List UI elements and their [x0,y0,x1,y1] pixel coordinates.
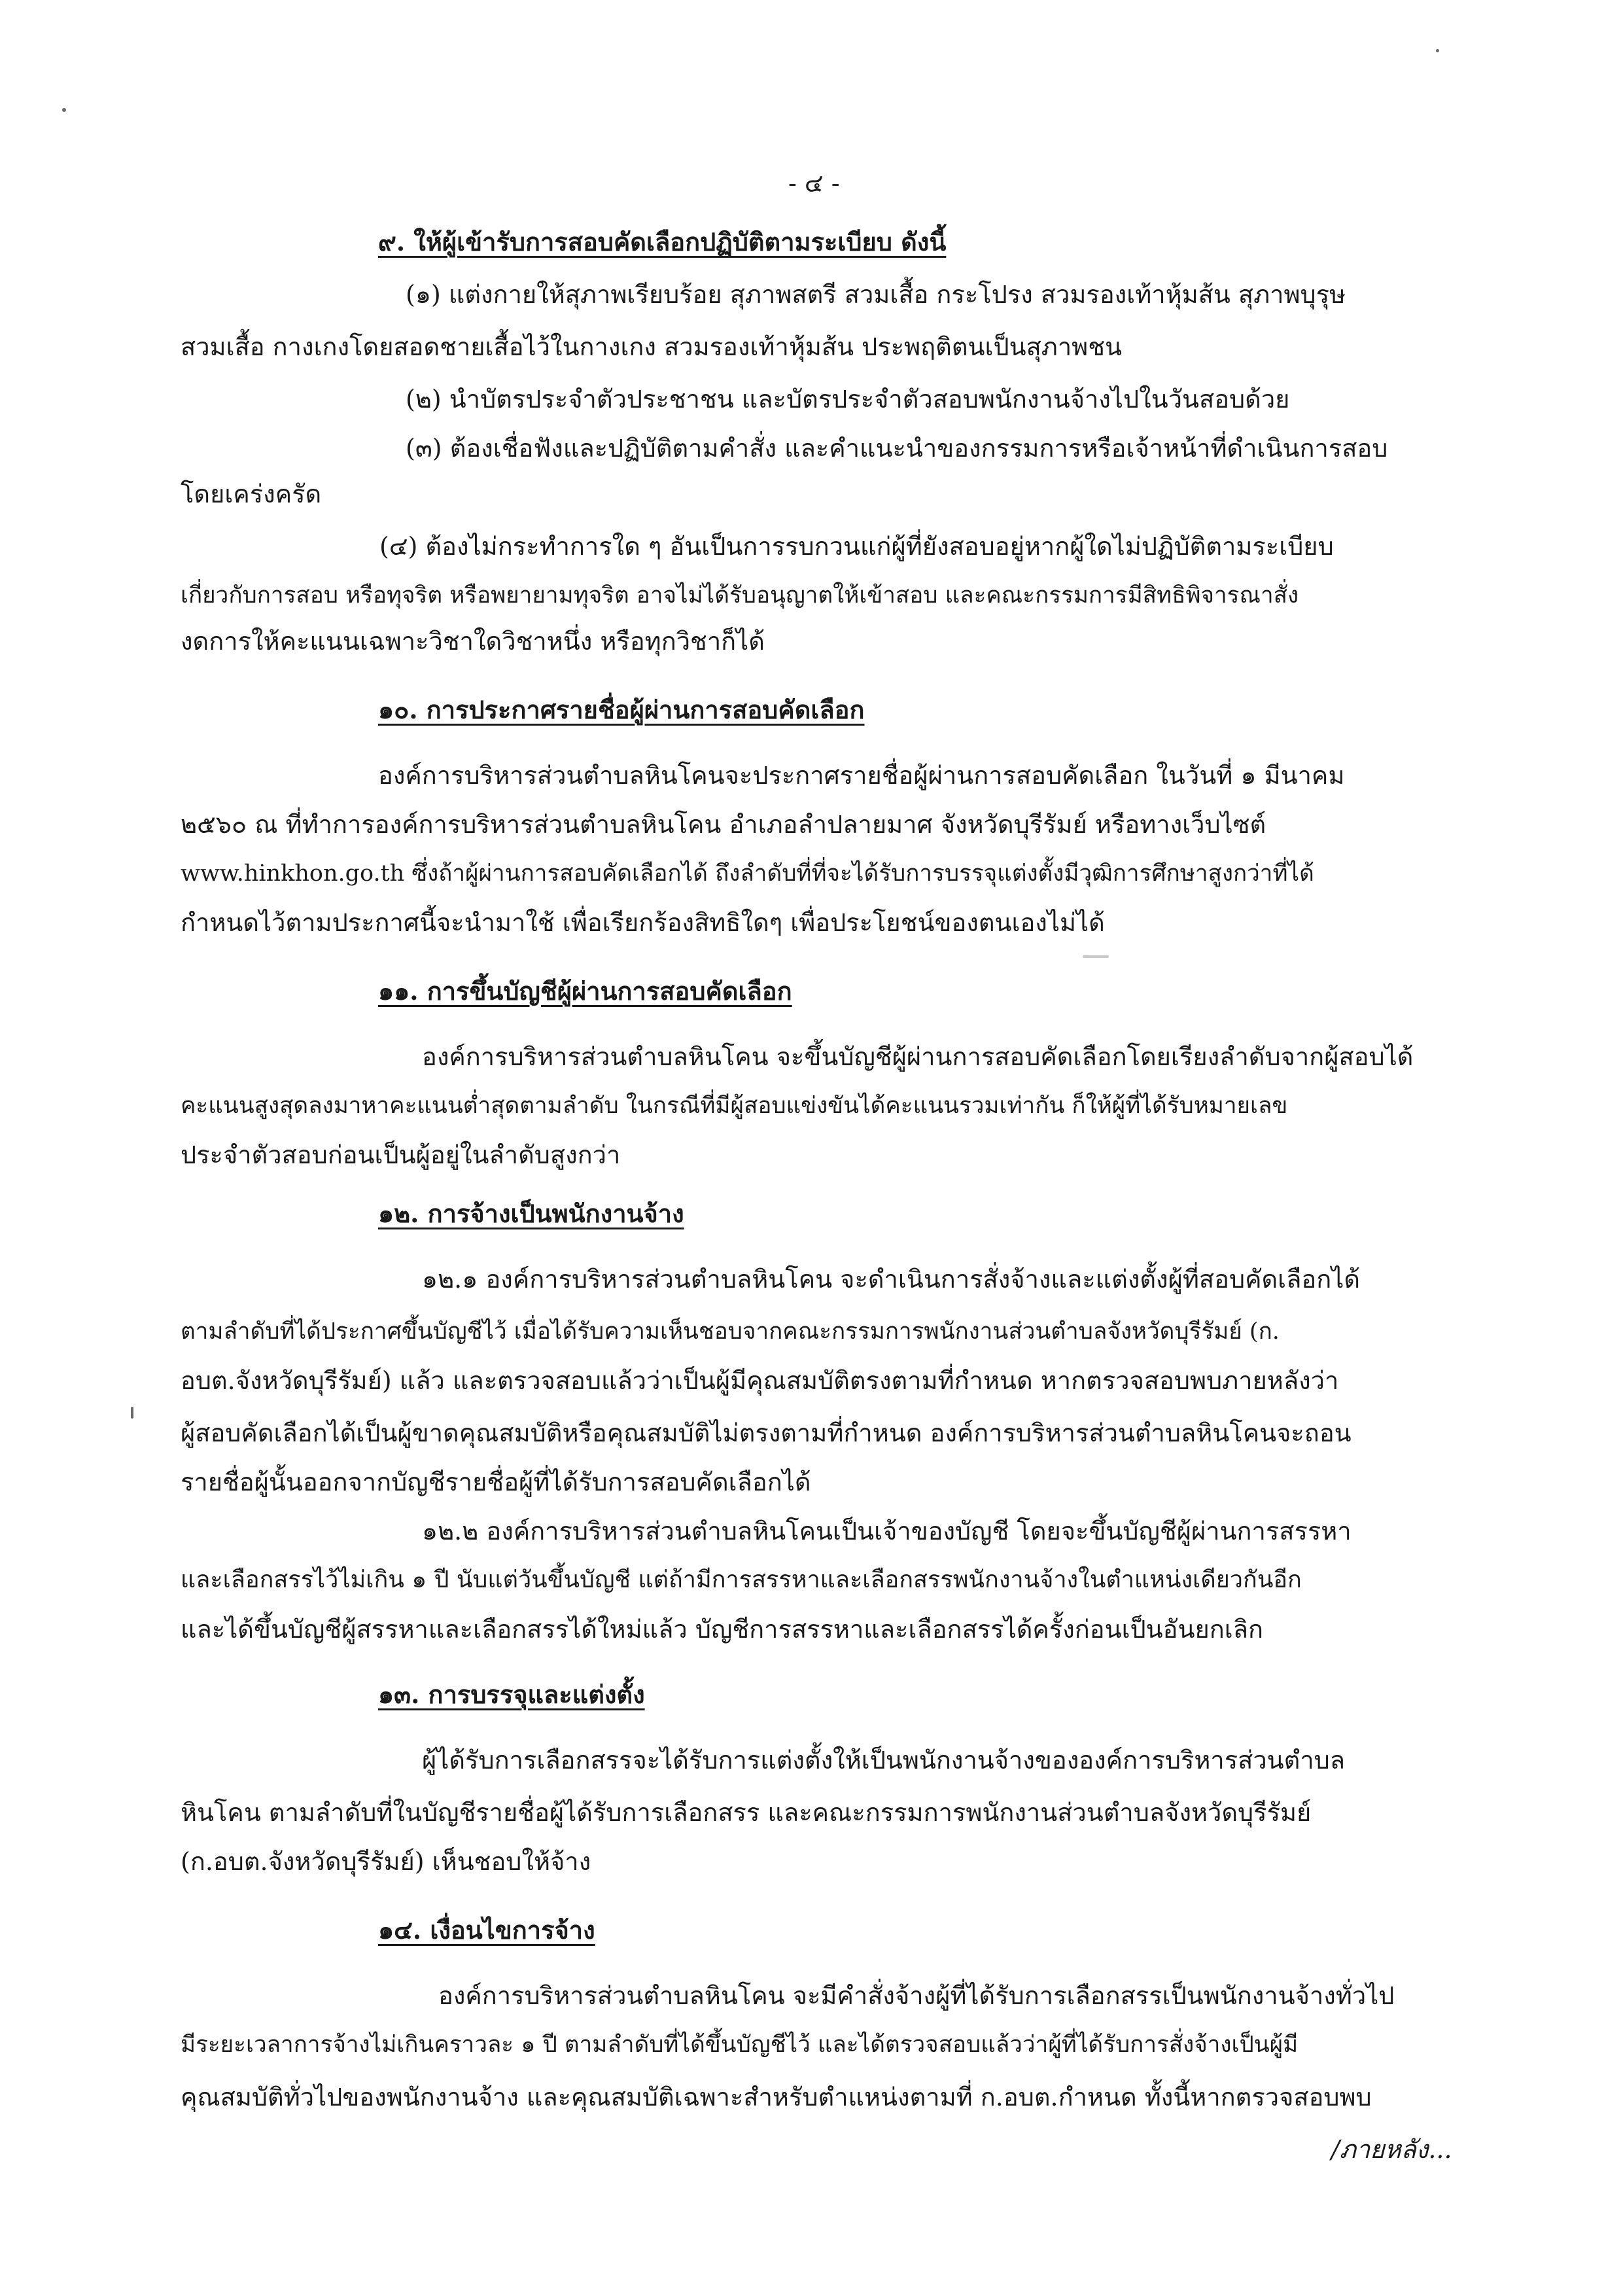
section-12-heading: ๑๒. การจ้างเป็นพนักงานจ้าง [378,1199,684,1228]
section-14-line: มีระยะเวลาการจ้างไม่เกินคราวละ ๑ ปี ตามลำดับที่ได้ขึ้นบัญชีไว้ และได้ตรวจสอบแล้วว่าผู้ที่ได้รับการสั่งจ้างเป็นผู้มี [181,2032,1299,2058]
section-9-line: (๑) แต่งกายให้สุภาพเรียบร้อย สุภาพสตรี สวมเสื้อ กระโปรง สวมรองเท้าหุ้มส้น สุภาพบุรุษ [406,280,1346,309]
section-11-line: ประจำตัวสอบก่อนเป็นผู้อยู่ในลำดับสูงกว่า [181,1140,621,1169]
section-9-line: (๓) ต้องเชื่อฟังและปฏิบัติตามคำสั่ง และคำแนะนำของกรรมการหรือเจ้าหน้าที่ดำเนินการสอบ [406,434,1388,463]
section-14-heading: ๑๔. เงื่อนไขการจ้าง [378,1915,595,1945]
section-12-line: ผู้สอบคัดเลือกได้เป็นผู้ขาดคุณสมบัติหรือคุณสมบัติไม่ตรงตามที่กำหนด องค์การบริหารส่วนตำบลหินโคนจะถอน [181,1419,1352,1447]
section-10-heading: ๑๐. การประกาศรายชื่อผู้ผ่านการสอบคัดเลือก [378,695,865,724]
section-9-line: งดการให้คะแนนเฉพาะวิชาใดวิชาหนึ่ง หรือทุกวิชาก็ได้ [181,627,765,656]
continuation-marker: /ภายหลัง... [1331,2135,1452,2164]
scan-speck [131,1407,133,1419]
section-13-line: ผู้ได้รับการเลือกสรรจะได้รับการแต่งตั้งให้เป็นพนักงานจ้างขององค์การบริหารส่วนตำบล [422,1746,1346,1775]
section-9-line: (๒) นำบัตรประจำตัวประชาชน และบัตรประจำตัวสอบพนักงานจ้างไปในวันสอบด้วย [406,385,1290,414]
section-12-line: และเลือกสรรไว้ไม่เกิน ๑ ปี นับแต่วันขึ้นบัญชี แต่ถ้ามีการสรรหาและเลือกสรรพนักงานจ้างในตำแหน่งเดียวกันอีก [181,1566,1302,1593]
section-12-line: รายชื่อผู้นั้นออกจากบัญชีรายชื่อผู้ที่ได้รับการสอบคัดเลือกได้ [181,1468,811,1496]
section-14-line: องค์การบริหารส่วนตำบลหินโคน จะมีคำสั่งจ้างผู้ที่ได้รับการเลือกสรรเป็นพนักงานจ้างทั่วไป [438,1981,1395,2010]
section-9-line: (๔) ต้องไม่กระทำการใด ๆ อันเป็นการรบกวนแก่ผู้ที่ยังสอบอยู่หากผู้ใดไม่ปฏิบัติตามระเบียบ [379,532,1334,561]
section-12-line: ๑๒.๒ องค์การบริหารส่วนตำบลหินโคนเป็นเจ้าของบัญชี โดยจะขึ้นบัญชีผู้ผ่านการสรรหา [422,1517,1352,1545]
section-10-line: องค์การบริหารส่วนตำบลหินโคนจะประกาศรายชื่อผู้ผ่านการสอบคัดเลือก ในวันที่ ๑ มีนาคม [378,761,1345,790]
section-12-line: ๑๒.๑ องค์การบริหารส่วนตำบลหินโคน จะดำเนินการสั่งจ้างและแต่งตั้งผู้ที่สอบคัดเลือกได้ [422,1265,1361,1294]
section-12-line: ตามลำดับที่ได้ประกาศขึ้นบัญชีไว้ เมื่อได้รับความเห็นชอบจากคณะกรรมการพนักงานส่วนตำบลจังหวัดบุรีรัมย์ (ก. [181,1318,1280,1345]
section-13-line: (ก.อบต.จังหวัดบุรีรัมย์) เห็นชอบให้จ้าง [181,1847,591,1876]
section-13-line: หินโคน ตามลำดับที่ในบัญชีรายชื่อผู้ได้รับการเลือกสรร และคณะกรรมการพนักงานส่วนตำบลจังหวัดบุรีรัมย์ [181,1798,1312,1827]
section-14-line: คุณสมบัติทั่วไปของพนักงานจ้าง และคุณสมบัติเฉพาะสำหรับตำแหน่งตามที่ ก.อบต.กำหนด ทั้งนี้หากตรวจสอบพบ [181,2083,1372,2111]
section-10-line: ๒๕๖๐ ณ ที่ทำการองค์การบริหารส่วนตำบลหินโคน อำเภอลำปลายมาศ จังหวัดบุรีรัมย์ หรือทางเว็บไซต์ [181,810,1266,839]
section-10-line: www.hinkhon.go.th ซึ่งถ้าผู้ผ่านการสอบคัดเลือกได้ ถึงลำดับที่ที่จะได้รับการบรรจุแต่งตั้งมีวุฒิการศึกษาสูงกว่าที่ได้ [181,860,1314,887]
section-12-line: อบต.จังหวัดบุรีรัมย์) แล้ว และตรวจสอบแล้วว่าเป็นผู้มีคุณสมบัติตรงตามที่กำหนด หากตรวจสอบพบภายหลังว่า [181,1366,1339,1395]
scan-speck [62,108,66,112]
section-9-line: เกี่ยวกับการสอบ หรือทุจริต หรือพยายามทุจริต อาจไม่ได้รับอนุญาตให้เข้าสอบ และคณะกรรมการมีสิทธิพิจารณาสั่ง [181,582,1299,609]
section-9-line: โดยเคร่งครัด [181,480,322,508]
section-11-heading: ๑๑. การขึ้นบัญชีผู้ผ่านการสอบคัดเลือก [378,976,792,1006]
section-13-heading: ๑๓. การบรรจุและแต่งตั้ง [378,1680,645,1709]
scan-speck [1083,955,1109,958]
section-12-line: และได้ขึ้นบัญชีผู้สรรหาและเลือกสรรได้ใหม่แล้ว บัญชีการสรรหาและเลือกสรรได้ครั้งก่อนเป็นอันยกเลิก [181,1615,1264,1644]
page-number: - ๔ - [788,169,840,198]
section-11-line: คะแนนสูงสุดลงมาหาคะแนนต่ำสุดตามลำดับ ในกรณีที่มีผู้สอบแข่งขันได้คะแนนรวมเท่ากัน ก็ให้ผู้ที่ได้รับหมายเลข [181,1093,1288,1119]
section-11-line: องค์การบริหารส่วนตำบลหินโคน จะขึ้นบัญชีผู้ผ่านการสอบคัดเลือกโดยเรียงลำดับจากผู้สอบได้ [422,1042,1414,1071]
scan-speck [1436,49,1439,52]
section-10-line: กำหนดไว้ตามประกาศนี้จะนำมาใช้ เพื่อเรียกร้องสิทธิใดๆ เพื่อประโยชน์ของตนเองไม่ได้ [181,908,1105,937]
section-9-heading: ๙. ให้ผู้เข้ารับการสอบคัดเลือกปฏิบัติตามระเบียบ ดังนี้ [378,227,947,256]
section-9-line: สวมเสื้อ กางเกงโดยสอดชายเสื้อไว้ในกางเกง สวมรองเท้าหุ้มส้น ประพฤติตนเป็นสุภาพชน [181,332,1122,361]
